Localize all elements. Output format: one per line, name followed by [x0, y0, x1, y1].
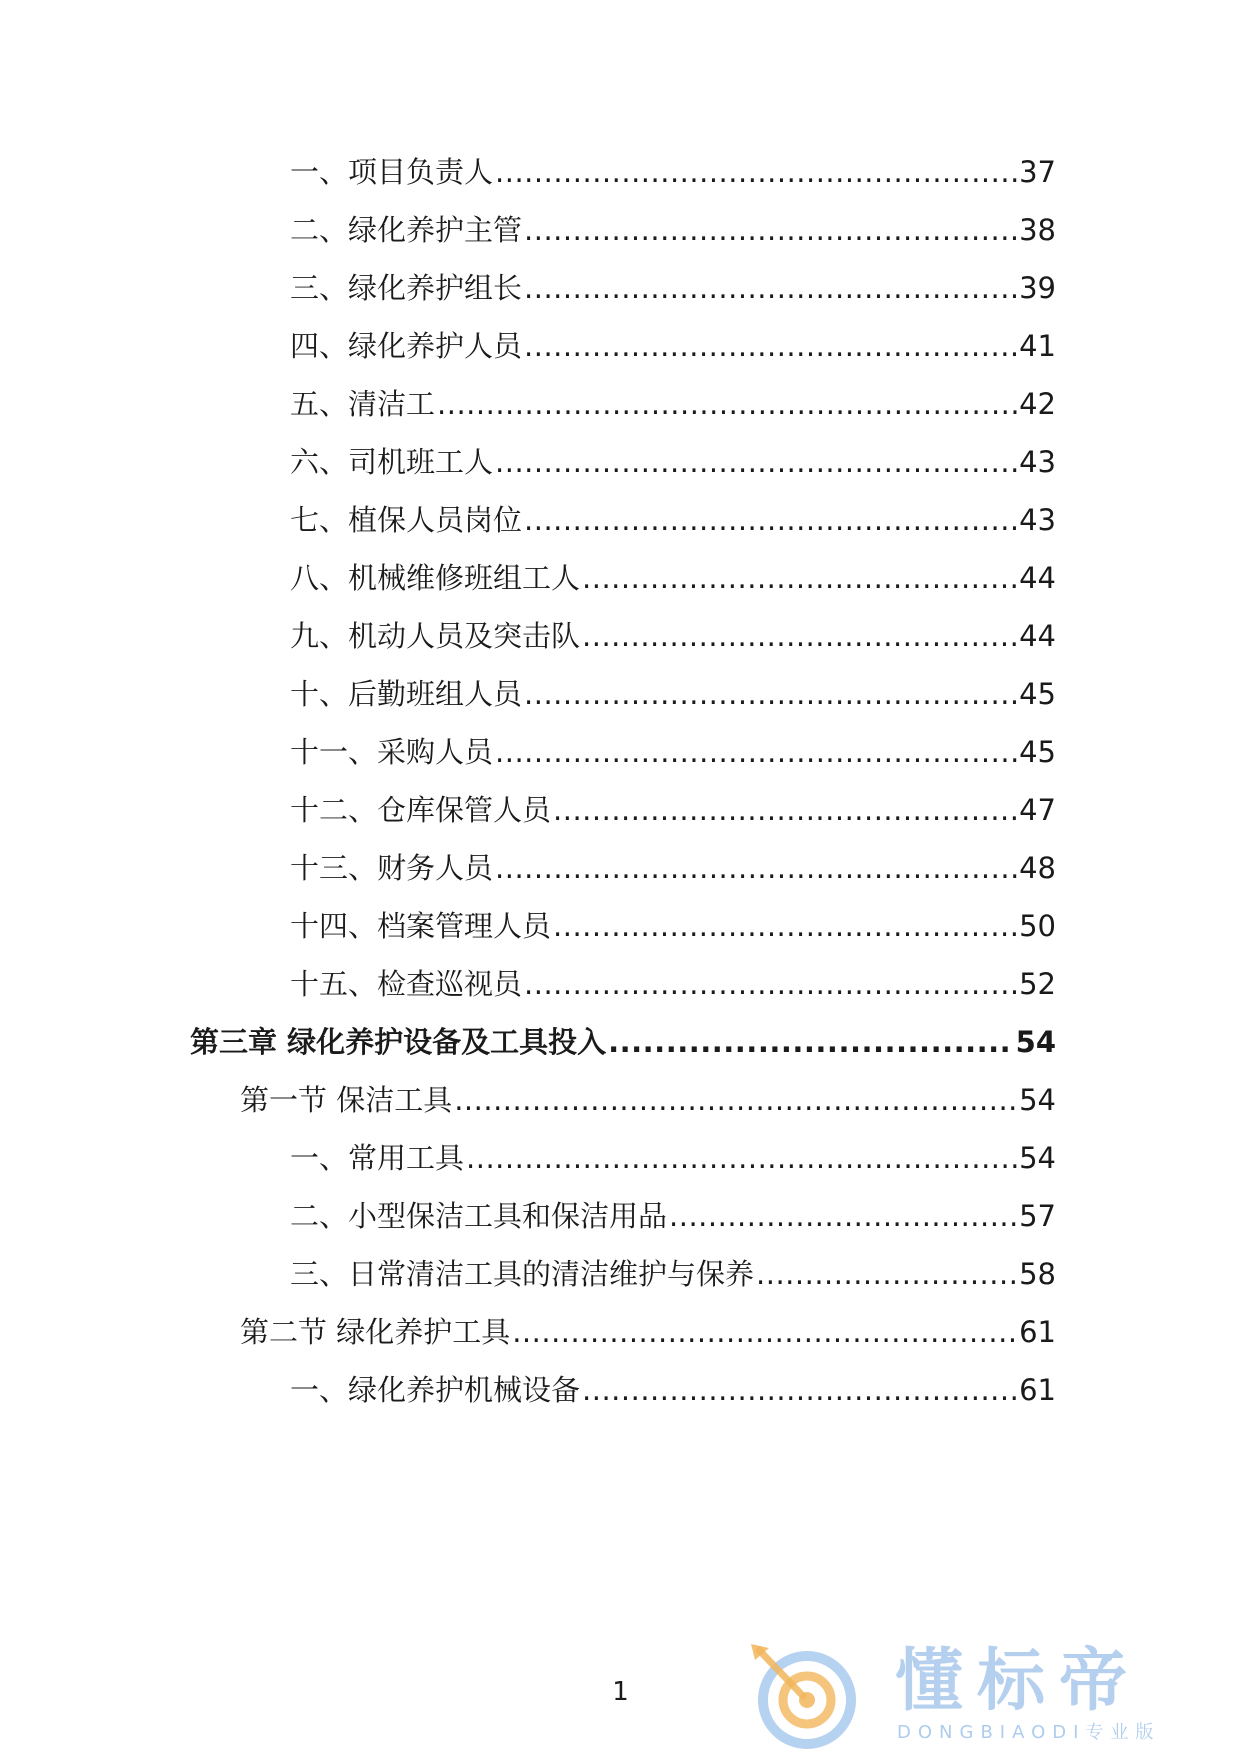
toc-section-entry[interactable]: [240, 1078, 1056, 1122]
toc-entry-page: 44: [1019, 561, 1056, 595]
toc-entry-label: 三、日常清洁工具的清洁维护与保养: [290, 1257, 755, 1291]
toc-entry[interactable]: [290, 382, 1056, 426]
toc-entry-label: 二、绿化养护主管: [290, 213, 523, 247]
toc-dot-leader: [756, 1252, 1017, 1296]
toc-section-entry[interactable]: [240, 1310, 1056, 1354]
toc-entry[interactable]: [290, 266, 1056, 310]
toc-dot-leader: [608, 1020, 1014, 1064]
watermark-subtitle: DONGBIAODI专业版: [897, 1722, 1161, 1743]
toc-dot-leader: [524, 208, 1017, 252]
toc-entry[interactable]: [290, 904, 1056, 948]
toc-dot-leader: [495, 730, 1017, 774]
toc-entry-page: 42: [1019, 387, 1056, 421]
toc-entry-label: 七、植保人员岗位: [290, 503, 523, 537]
toc-entry[interactable]: [290, 614, 1056, 658]
toc-entry-label: 第二节 绿化养护工具: [240, 1315, 511, 1349]
toc-entry[interactable]: [290, 440, 1056, 484]
toc-entry-page: 50: [1019, 909, 1056, 943]
toc-entry-label: 十、后勤班组人员: [290, 677, 523, 711]
toc-entry-label: 二、小型保洁工具和保洁用品: [290, 1199, 668, 1233]
toc-dot-leader: [512, 1310, 1017, 1354]
toc-dot-leader: [524, 498, 1017, 542]
toc-entry-page: 45: [1019, 677, 1056, 711]
toc-dot-leader: [524, 672, 1017, 716]
toc-dot-leader: [524, 266, 1017, 310]
toc-entry-page: 41: [1019, 329, 1056, 363]
toc-entry-page: 54: [1019, 1083, 1056, 1117]
target-logo-icon: [745, 1640, 860, 1750]
toc-entry[interactable]: [290, 556, 1056, 600]
toc-entry[interactable]: [290, 846, 1056, 890]
toc-entry-page: 54: [1019, 1141, 1056, 1175]
toc-dot-leader: [454, 1078, 1017, 1122]
toc-entry-page: 47: [1019, 793, 1056, 827]
toc-entry-label: 十四、档案管理人员: [290, 909, 552, 943]
toc-entry[interactable]: [290, 498, 1056, 542]
toc-entry-page: 54: [1015, 1025, 1056, 1059]
toc-dot-leader: [437, 382, 1017, 426]
toc-entry-page: 37: [1019, 155, 1056, 189]
toc-dot-leader: [582, 556, 1017, 600]
toc-entry[interactable]: [290, 1136, 1056, 1180]
toc-entry-page: 57: [1019, 1199, 1056, 1233]
toc-dot-leader: [553, 904, 1017, 948]
toc-dot-leader: [495, 150, 1017, 194]
toc-entry[interactable]: [290, 1194, 1056, 1238]
toc-entry[interactable]: [290, 150, 1056, 194]
toc-entry-page: 61: [1019, 1373, 1056, 1407]
toc-entry-page: 39: [1019, 271, 1056, 305]
toc-entry[interactable]: [290, 730, 1056, 774]
toc-dot-leader: [582, 614, 1017, 658]
toc-entry[interactable]: [290, 324, 1056, 368]
toc-entry[interactable]: [290, 962, 1056, 1006]
toc-entry-page: 38: [1019, 213, 1056, 247]
page-number: 1: [612, 1677, 629, 1707]
toc-entry[interactable]: [290, 788, 1056, 832]
toc-entry-label: 九、机动人员及突击队: [290, 619, 581, 653]
toc-dot-leader: [669, 1194, 1017, 1238]
toc-entry-label: 五、清洁工: [290, 387, 436, 421]
toc-dot-leader: [495, 846, 1017, 890]
toc-entry-page: 45: [1019, 735, 1056, 769]
toc-entry-label: 第三章 绿化养护设备及工具投入: [190, 1025, 607, 1059]
toc-entry-label: 三、绿化养护组长: [290, 271, 523, 305]
toc-entry-page: 43: [1019, 445, 1056, 479]
toc-entry-page: 58: [1019, 1257, 1056, 1291]
toc-dot-leader: [524, 324, 1017, 368]
toc-dot-leader: [582, 1368, 1017, 1412]
toc-entry[interactable]: [290, 672, 1056, 716]
toc-entry[interactable]: [290, 208, 1056, 252]
toc-entry-label: 十一、采购人员: [290, 735, 494, 769]
toc-entry[interactable]: [290, 1252, 1056, 1296]
toc-chapter-entry[interactable]: [190, 1020, 1056, 1064]
toc-entry-label: 四、绿化养护人员: [290, 329, 523, 363]
toc-dot-leader: [553, 788, 1017, 832]
toc-entry-label: 一、常用工具: [290, 1141, 465, 1175]
toc-entry-label: 十五、检查巡视员: [290, 967, 523, 1001]
toc-dot-leader: [495, 440, 1017, 484]
toc-entry-page: 48: [1019, 851, 1056, 885]
watermark: [745, 1640, 1225, 1750]
toc-entry-page: 43: [1019, 503, 1056, 537]
toc-entry-label: 第一节 保洁工具: [240, 1083, 453, 1117]
toc-entry-page: 52: [1019, 967, 1056, 1001]
toc-entry[interactable]: [290, 1368, 1056, 1412]
watermark-brand-text: 懂标帝: [895, 1642, 1142, 1721]
toc-dot-leader: [524, 962, 1017, 1006]
toc-entry-label: 十三、财务人员: [290, 851, 494, 885]
toc-entry-label: 一、项目负责人: [290, 155, 494, 189]
toc-entry-label: 六、司机班工人: [290, 445, 494, 479]
toc-entry-page: 61: [1019, 1315, 1056, 1349]
toc-dot-leader: [466, 1136, 1017, 1180]
toc-entry-label: 一、绿化养护机械设备: [290, 1373, 581, 1407]
toc-entry-page: 44: [1019, 619, 1056, 653]
toc-entry-label: 八、机械维修班组工人: [290, 561, 581, 595]
toc-entry-label: 十二、仓库保管人员: [290, 793, 552, 827]
